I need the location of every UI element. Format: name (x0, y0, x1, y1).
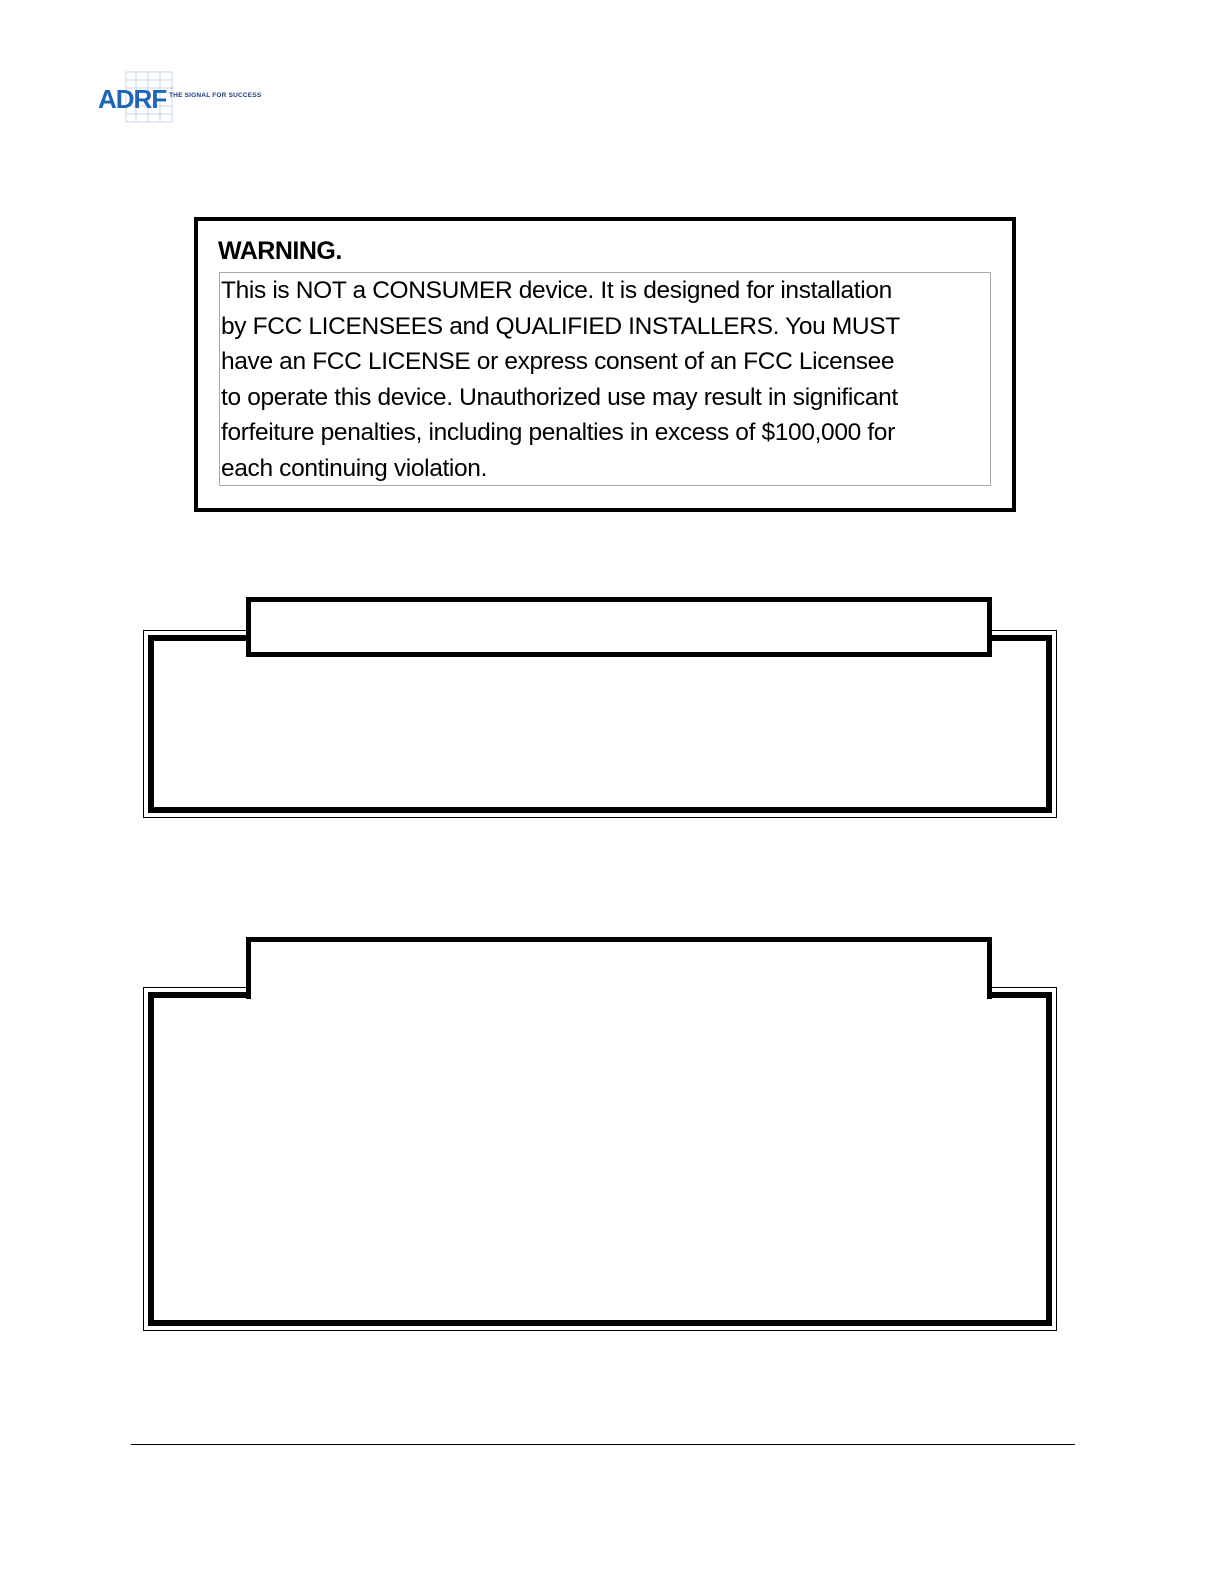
warning-line: This is NOT a CONSUMER device. It is designed for installation (221, 277, 892, 304)
warning-body (219, 272, 991, 486)
footer-divider (131, 1444, 1075, 1445)
warning-line: to operate this device. Unauthorized use may result in significant (221, 383, 898, 411)
company-logo (96, 70, 271, 124)
logo-tagline: THE SIGNAL FOR SUCCESS (169, 92, 262, 99)
logo-wordmark: ADRF (98, 84, 167, 114)
notice-frame-2 (143, 987, 1057, 1331)
notice-frame-1 (143, 630, 1057, 818)
warning-line: by FCC LICENSEES and QUALIFIED INSTALLERS. You MUST (221, 312, 900, 340)
notice-frame-1-inner-border (148, 635, 1052, 813)
notice-frame-1-title-tab (246, 597, 992, 657)
warning-line: forfeiture penalties, including penalties in excess of $100,000 for (221, 419, 895, 447)
warning-line: have an FCC LICENSE or express consent of an FCC Licensee (221, 348, 895, 376)
warning-title: WARNING. (218, 237, 342, 265)
notice-frame-2-title-tab (246, 937, 992, 999)
warning-box (194, 217, 1016, 512)
notice-frame-2-inner-border (148, 992, 1052, 1326)
warning-line: each continuing violation. (221, 454, 488, 482)
